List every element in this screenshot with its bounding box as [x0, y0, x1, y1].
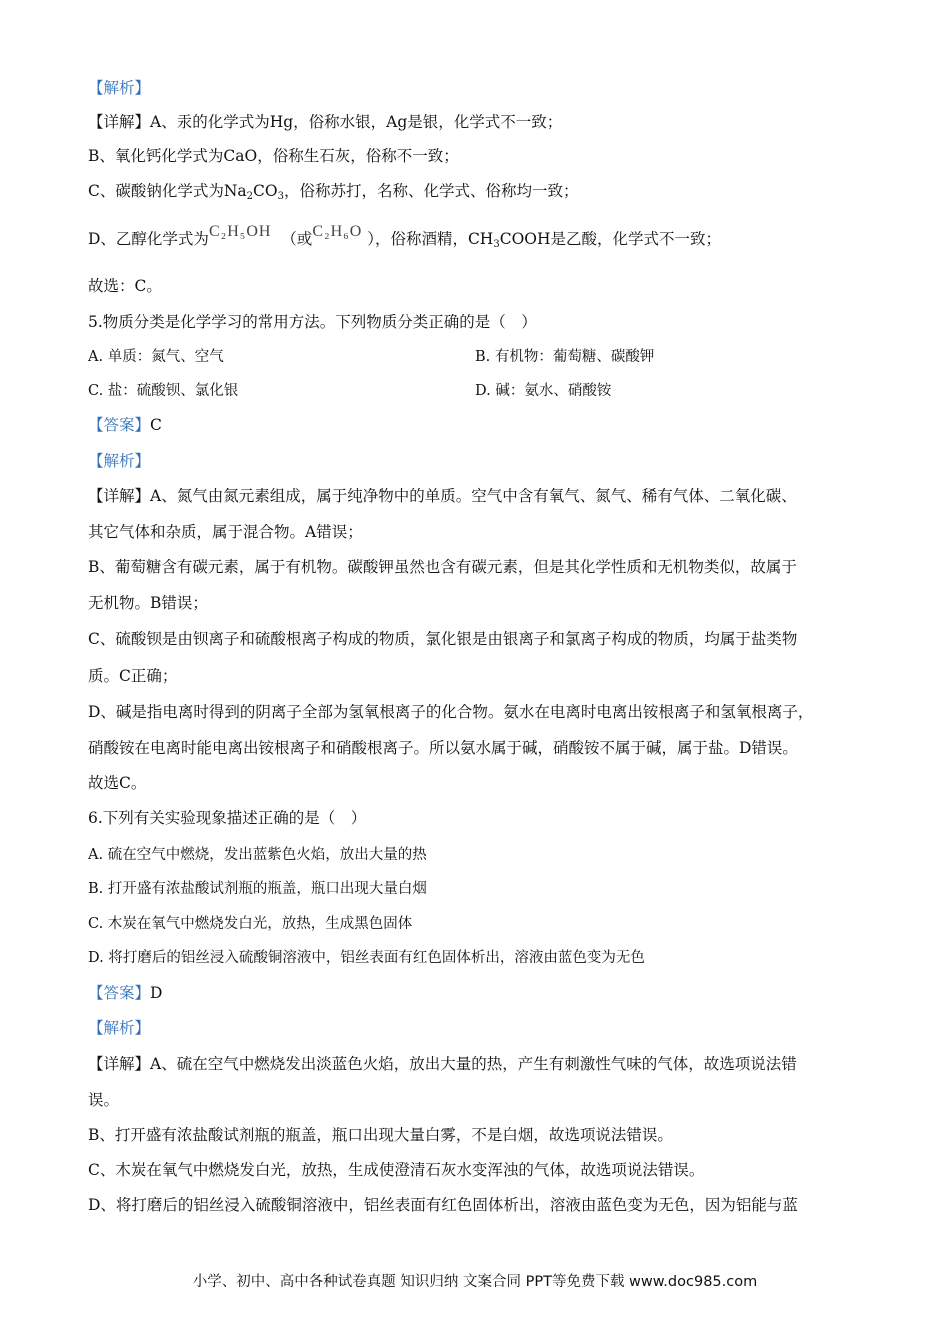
option-a: A. 硫在空气中燃烧，发出蓝紫色火焰，放出大量的热	[88, 847, 427, 863]
option-b: B. 打开盛有浓盐酸试剂瓶的瓶盖，瓶口出现大量白烟	[88, 881, 427, 897]
detail-line: 误。	[88, 1091, 120, 1109]
detail-tag: 【详解】	[88, 113, 151, 131]
footer-text: 小学、初中、高中各种试卷真题 知识归纳 文案合同 PPT等免费下载 www.doc985.com	[192, 1274, 758, 1290]
answer-value: C	[150, 416, 162, 434]
answer-tag: 【答案】	[88, 416, 151, 434]
analysis-tag: 【解析】	[88, 79, 151, 97]
choose-line: 故选C。	[88, 774, 147, 792]
detail-line: C、木炭在氧气中燃烧发白光，放热，生成使澄清石灰水变浑浊的气体，故选项说法错误。	[88, 1161, 705, 1179]
option-d: D. 碱：氨水、硝酸铵	[475, 383, 612, 399]
question-5-stem: 5.物质分类是化学学习的常用方法。下列物质分类正确的是（ ）	[88, 313, 537, 331]
detail-line: 其它气体和杂质，属于混合物。A错误；	[88, 523, 363, 541]
detail-line: C、硫酸钡是由钡离子和硫酸根离子构成的物质，氯化银是由银离子和氯离子构成的物质，均属于盐类物	[88, 630, 798, 648]
question-6-stem: 6.下列有关实验现象描述正确的是（ ）	[88, 809, 367, 827]
answer-value: D	[150, 984, 163, 1002]
option-c: C. 木炭在氧气中燃烧发白光，放热，生成黑色固体	[88, 916, 413, 932]
detail-line: D、将打磨后的铝丝浸入硫酸铜溶液中，铝丝表面有红色固体析出，溶液由蓝色变为无色，因为铝能与蓝	[88, 1196, 798, 1214]
choose-line: 故选：C。	[88, 277, 162, 295]
detail-line: B、葡萄糖含有碳元素，属于有机物。碳酸钾虽然也含有碳元素，但是其化学性质和无机物类似，故属于	[88, 558, 797, 576]
formula-ethanol-alt: C₂H₆O	[312, 223, 363, 240]
detail-line-d: D、乙醇化学式为C₂H₅OH （或C₂H₆O ），俗称酒精，$CH_3COOH$是乙酸，化学式不一致；	[88, 223, 721, 250]
option-c: C. 盐：硫酸钡、氯化银	[88, 383, 239, 399]
detail-line: 无机物。B错误；	[88, 594, 208, 612]
detail-line: 【详解】A、氮气由氮元素组成，属于纯净物中的单质。空气中含有氧气、氮气、稀有气体、二氧化碳、	[88, 487, 797, 505]
option-a: A. 单质：氮气、空气	[88, 349, 224, 365]
detail-line: 【详解】A、硫在空气中燃烧发出淡蓝色火焰，放出大量的热，产生有刺激性气味的气体，故选项说法错	[88, 1055, 797, 1073]
detail-line-c: C、碳酸钠化学式为$Na_2CO_3$，俗称苏打，名称、化学式、俗称均一致；	[88, 182, 579, 202]
detail-line: 硝酸铵在电离时能电离出铵根离子和硝酸根离子。所以氨水属于碱，硝酸铵不属于碱，属于盐。D错误。	[88, 739, 798, 757]
option-b: B. 有机物：葡萄糖、碳酸钾	[475, 349, 655, 365]
detail-tag: 【详解】	[88, 1055, 151, 1073]
detail-line: D、碱是指电离时得到的阴离子全部为氢氧根离子的化合物。氨水在电离时电离出铵根离子和氢氧根离子，	[88, 703, 814, 721]
answer-line	[88, 415, 162, 435]
formula-ethanol: C₂H₅OH	[208, 223, 272, 240]
detail-line: B、打开盛有浓盐酸试剂瓶的瓶盖，瓶口出现大量白雾，不是白烟，故选项说法错误。	[88, 1126, 673, 1144]
analysis-tag: 【解析】	[88, 1019, 151, 1037]
detail-line: 质。C正确；	[88, 667, 178, 685]
option-d: D. 将打磨后的铝丝浸入硫酸铜溶液中，铝丝表面有红色固体析出，溶液由蓝色变为无色	[88, 950, 645, 966]
detail-tag: 【详解】	[88, 487, 151, 505]
answer-line	[88, 983, 162, 1003]
detail-line-a: 【详解】A、汞的化学式为Hg，俗称水银，Ag是银，化学式不一致；	[88, 113, 563, 131]
answer-tag: 【答案】	[88, 984, 151, 1002]
detail-line-b: B、氧化钙化学式为CaO，俗称生石灰，俗称不一致；	[88, 147, 459, 165]
analysis-tag: 【解析】	[88, 452, 151, 470]
